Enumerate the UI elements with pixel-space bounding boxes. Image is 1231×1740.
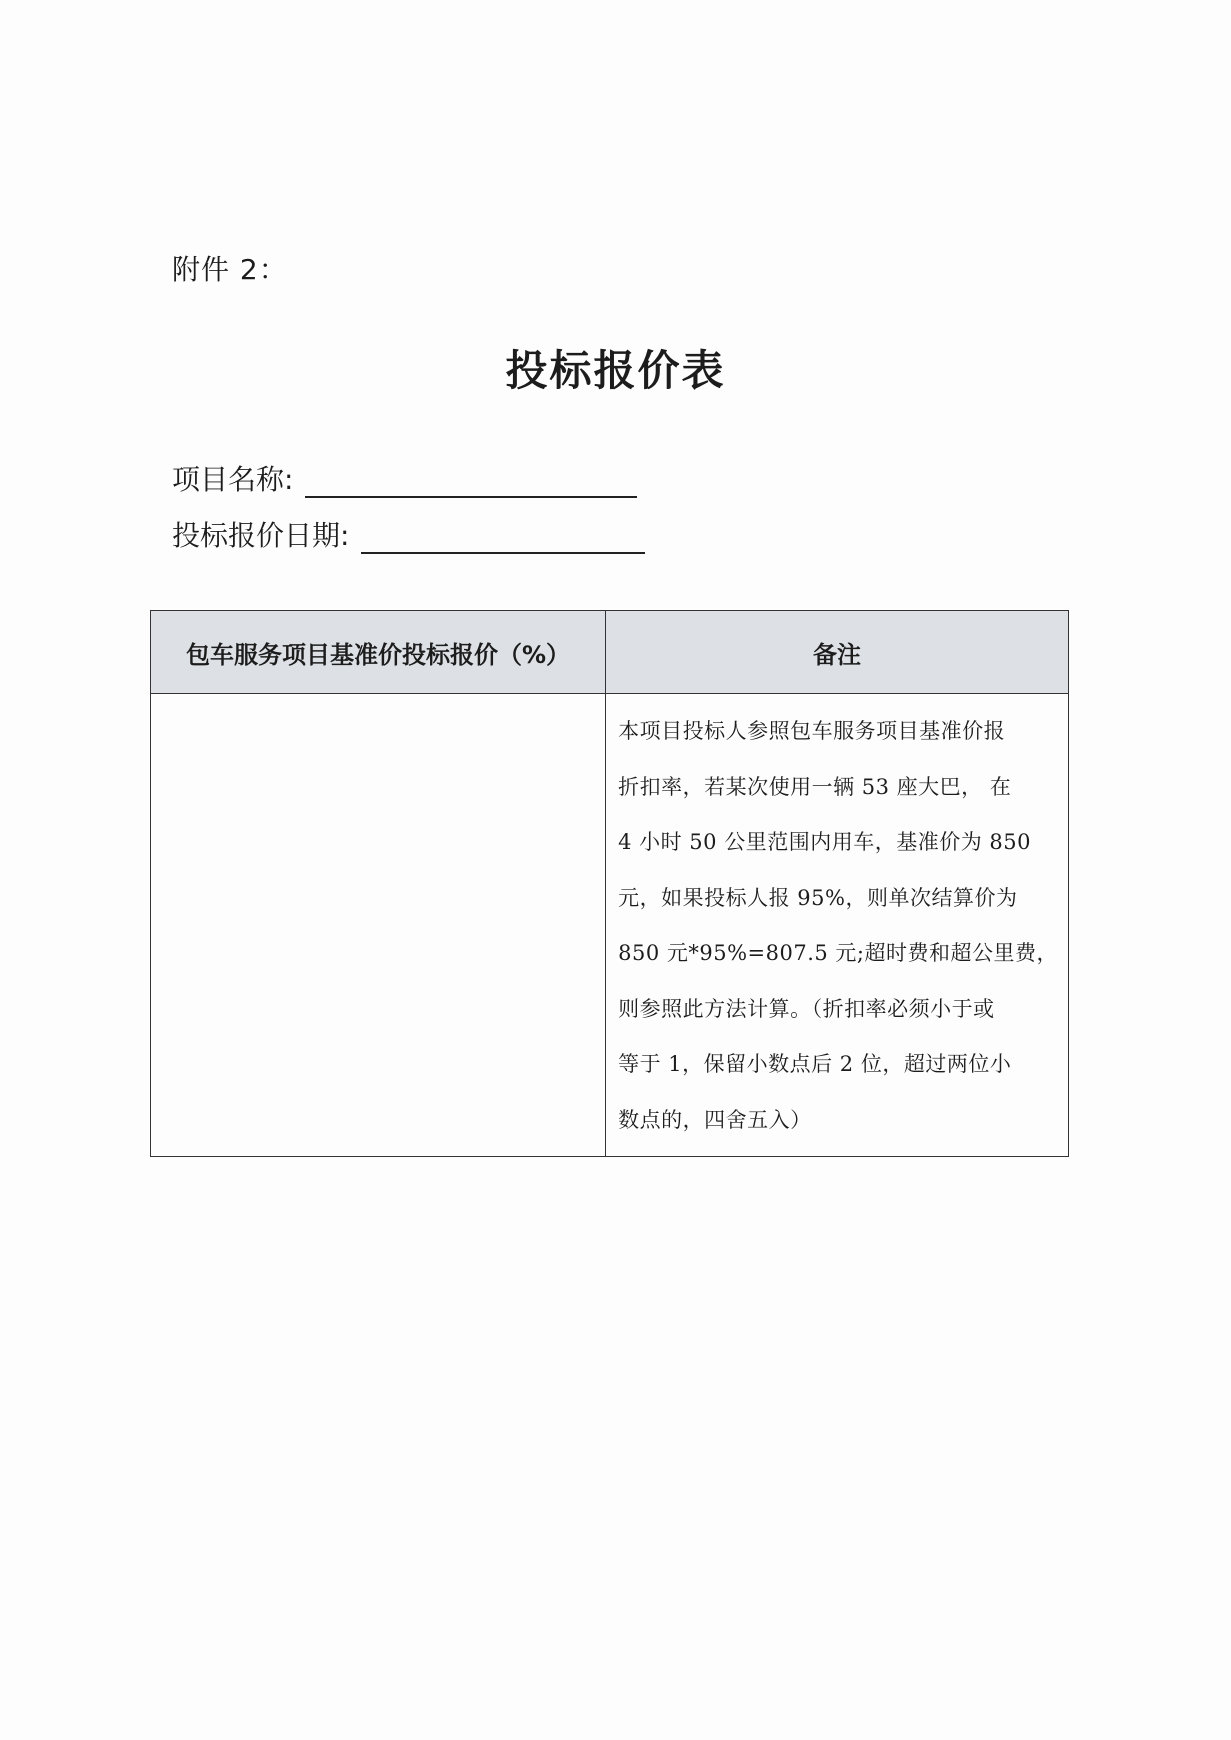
- attachment-label: 附件 2：: [172, 253, 288, 286]
- remark-line: 折扣率，若某次使用一辆 53 座大巴， 在: [618, 774, 1012, 799]
- remark-line: 850 元*95%=807.5 元;超时费和超公里费，: [618, 941, 1058, 965]
- remarks-cell: [606, 694, 1069, 1157]
- remark-line: 等于 1，保留小数点后 2 位，超过两位小: [618, 1052, 1012, 1076]
- project-name-label: 项目名称:: [172, 463, 294, 496]
- bid-date-label: 投标报价日期:: [172, 519, 350, 552]
- bid-price-cell[interactable]: [151, 694, 606, 1157]
- bid-date-blank-line[interactable]: [361, 522, 645, 554]
- remark-line: 则参照此方法计算。（折扣率必须小于或: [618, 996, 995, 1021]
- remark-line: 4 小时 50 公里范围内用车，基准价为 850: [618, 830, 1031, 854]
- header-remarks: 备注: [606, 611, 1069, 694]
- project-name-blank-line[interactable]: [305, 466, 637, 498]
- remark-line: 元，如果投标人报 95%，则单次结算价为: [618, 885, 1018, 910]
- table-header-row: [151, 611, 1069, 694]
- remark-line: 数点的，四舍五入）: [618, 1107, 812, 1132]
- bid-date-field: [172, 514, 645, 554]
- header-bid-price: 包车服务项目基准价投标报价（%）: [151, 611, 606, 694]
- project-name-field: [172, 458, 637, 498]
- document-title: 投标报价表: [505, 346, 726, 395]
- bid-price-table: [150, 610, 1069, 1157]
- table-row: [151, 694, 1069, 1157]
- remark-line: 本项目投标人参照包车服务项目基准价报: [618, 719, 1006, 743]
